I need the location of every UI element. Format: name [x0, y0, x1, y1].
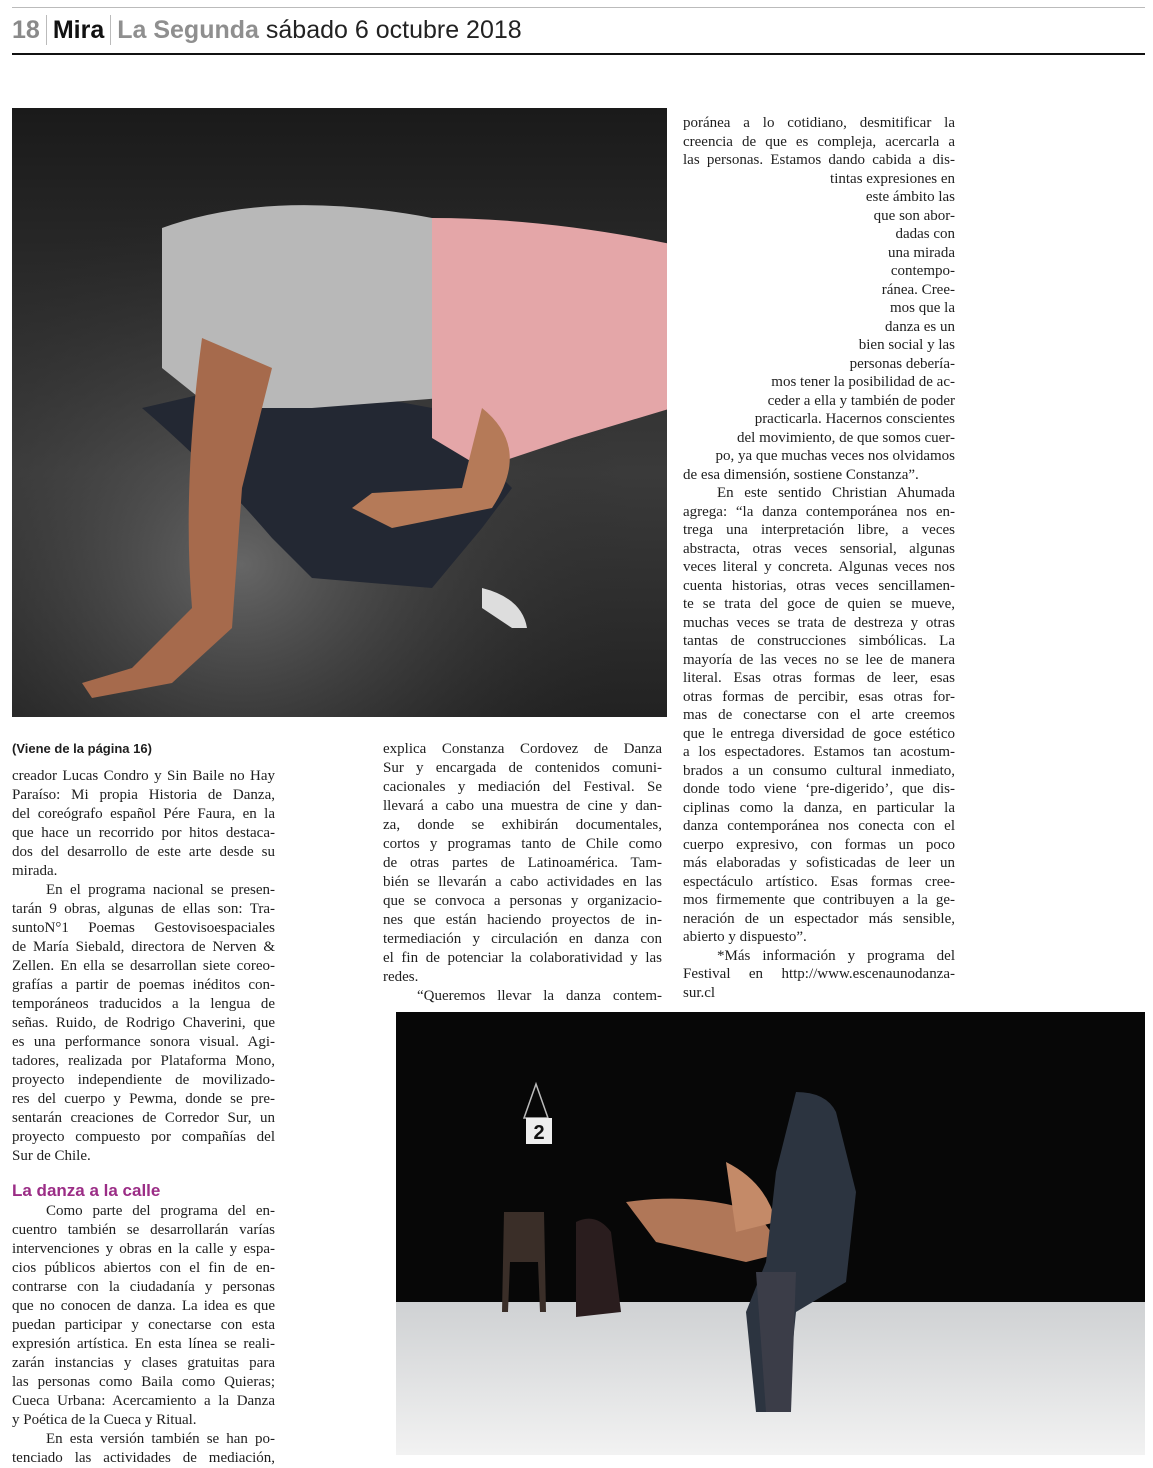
text-line: En el programa nacional se presen-	[46, 882, 275, 898]
text-line: una mirada	[887, 244, 955, 261]
text-line: mos firmemente que contribuyen a la ge-	[683, 892, 955, 908]
text-line: tintas expresiones en	[830, 170, 955, 187]
divider	[46, 15, 47, 45]
text-line: que se convoca a personas y organizacio-	[383, 893, 662, 909]
text-line: las personas. Estamos dando cabida a dis-	[683, 152, 955, 168]
text-line: cios públicos abiertos con el fin de en-	[12, 1260, 275, 1276]
text-line: dadas con	[895, 226, 955, 242]
newspaper-name: La Segunda	[117, 15, 259, 44]
text-line: otras formas de percibir, esas otras for-	[683, 688, 955, 705]
text-line: tantas de construcciones simbólicas. La	[683, 633, 955, 649]
text-line: de María Siebald, directora de Nerven &	[12, 939, 275, 955]
text-line: más elaboradas y sofisticadas de leer un	[683, 855, 955, 871]
text-line: que son abor-	[873, 207, 955, 224]
section-name: Mira	[52, 15, 105, 44]
text-line: del coreógrafo español Pére Faura, en la	[12, 806, 275, 822]
text-line: que le entrega diversidad de goce estético	[683, 725, 955, 742]
text-line: Festival en http://www.escenaunodanza-	[683, 966, 955, 982]
text-line: Sur de Chile.	[12, 1148, 91, 1164]
text-line: a los espectadores. Estamos tan acostum-	[683, 744, 955, 760]
text-line: practicarla. Hacernos conscientes	[754, 411, 955, 427]
header-rule	[12, 53, 1145, 55]
text-line: creador Lucas Condro y Sin Baile no Hay	[12, 768, 275, 784]
text-line: que no conocen de danza. La idea es que	[12, 1298, 275, 1314]
text-line: personas debería-	[849, 355, 955, 372]
text-line: este ámbito las	[865, 189, 955, 205]
text-line: termediación y circulación en danza con	[383, 931, 662, 947]
article-column-1	[12, 767, 275, 1468]
text-line: ceder a ella y también de poder	[767, 392, 955, 409]
text-line: redes.	[383, 969, 419, 985]
text-line: mas de conectarse con el arte creemos	[683, 707, 955, 723]
text-line: literal. Esas otras formas de leer, esas	[683, 670, 955, 686]
text-line: Sur y encargada de contenidos comuni-	[383, 760, 662, 776]
text-line: neración de un espectador más sensible,	[683, 910, 955, 927]
text-line: espectáculo artístico. Esas formas cree-	[683, 873, 955, 890]
stage-number-sign-text: 2	[533, 1122, 545, 1144]
text-line: grafías a partir de poemas inéditos con-	[12, 977, 275, 993]
article-column-2	[383, 740, 662, 1006]
text-line: brados a un consumo cultural inmediato,	[683, 762, 955, 779]
text-line: llevará a cabo una muestra de cine y dan-	[383, 798, 662, 814]
text-line: ránea. Cree-	[881, 281, 955, 298]
dancers-rehearsal-photo	[12, 108, 667, 717]
text-line: temporáneos traducidos a la lengua de	[12, 996, 275, 1012]
text-line: poránea a lo cotidiano, desmitificar la	[683, 115, 955, 131]
text-line: mirada.	[12, 863, 58, 879]
text-line: las personas como Baila como Quieras;	[12, 1374, 275, 1390]
text-line: agrega: “la danza contemporánea nos en-	[683, 503, 955, 520]
text-line: res del cuerpo y Pewma, donde se pre-	[12, 1091, 275, 1107]
text-line: Como parte del programa del en-	[46, 1203, 275, 1219]
text-line: tarán 9 obras, algunas de ellas son: Tra-	[12, 901, 275, 917]
text-line: Cueca Urbana: Acercamiento a la Danza	[12, 1393, 275, 1409]
divider	[110, 15, 111, 45]
text-line: nes que están haciendo proyectos de in-	[383, 912, 662, 928]
text-line: y Poética de la Cueca y Ritual.	[12, 1412, 197, 1428]
text-line: Paraíso: Mi propia Historia de Danza,	[12, 787, 275, 803]
text-line: *Más información y programa del	[717, 947, 955, 964]
issue-date: sábado 6 octubre 2018	[265, 15, 522, 44]
text-line: Zellen. En ella se desarrollan siete coreo-	[12, 958, 275, 974]
text-line: sur.cl	[683, 984, 716, 1001]
text-line: muchas veces se trata de destreza y otras	[683, 614, 955, 631]
text-line: donde todo viene ‘pre-digerido’, que dis-	[683, 781, 955, 797]
text-line: zarán instancias y clases gratuitas para	[12, 1355, 275, 1371]
text-line: sentarán creaciones de Corredor Sur, un	[12, 1110, 275, 1126]
text-line: bien social y las	[858, 337, 955, 353]
text-line: contrarse con la ciudadanía y personas	[12, 1279, 275, 1295]
text-line: te se trata del goce de quien se mueve,	[683, 596, 955, 612]
top-rule	[12, 7, 1145, 8]
text-line: mayoría de las veces no se lee de manera	[683, 651, 955, 668]
text-line: ciplinas como la danza, en particular la	[683, 799, 955, 816]
text-line: po, ya que muchas veces nos olvidamos	[715, 448, 955, 464]
text-line: cacionales y mediación del Festival. Se	[383, 779, 662, 795]
text-line: es una performance sonora visual. Agi-	[12, 1034, 275, 1050]
text-line: contempo-	[890, 263, 955, 279]
text-line: tenciado las actividades de mediación,	[12, 1450, 275, 1466]
text-line: danza es un	[885, 318, 955, 335]
text-line: cuerpo expresivo, con formas un poco	[683, 836, 955, 853]
text-line: dos del desarrollo de este arte desde su	[12, 844, 275, 860]
text-line: de esa dimensión, sostiene Constanza”.	[683, 466, 919, 483]
text-line: intervenciones y obras en la calle y espa-	[12, 1241, 275, 1257]
section-subheading: La danza a la calle	[12, 1181, 161, 1200]
text-line: abierto y dispuesto”.	[683, 929, 807, 945]
text-line: bién se llevarán a cabo actividades en las	[383, 874, 662, 890]
text-line: “Queremos llevar la danza contem-	[417, 988, 662, 1004]
text-line: puedan participar y conectarse con esta	[12, 1317, 275, 1333]
text-line: del movimiento, de que somos cuer-	[737, 429, 955, 446]
text-line: cuentro también se desarrollarán varías	[12, 1222, 275, 1238]
text-line: veces literal y concreta. Algunas veces nos	[683, 559, 955, 575]
text-line: señas. Ruido, de Rodrigo Chaverini, que	[12, 1015, 275, 1031]
text-line: danza contemporánea nos conecta con el	[683, 818, 955, 834]
continued-from-label: (Viene de la página 16)	[12, 741, 152, 756]
masthead	[12, 13, 522, 47]
page-number: 18	[12, 15, 40, 44]
text-line: za, donde se exhibirán documentales,	[383, 817, 662, 833]
text-line: En este sentido Christian Ahumada	[717, 485, 955, 501]
text-line: En esta versión también se han po-	[46, 1431, 275, 1447]
text-line: tadores, realizada por Plataforma Mono,	[12, 1053, 275, 1069]
article-column-3	[683, 114, 955, 1002]
text-line: creencia de que es compleja, acercarla a	[683, 133, 955, 150]
text-line: el fin de potenciar la colaboratividad y las	[383, 950, 662, 966]
text-line: proyecto independiente de movilizado-	[12, 1072, 275, 1088]
text-line: que hace un recorrido por hitos destaca-	[12, 825, 275, 841]
text-line: proyecto compuesto por compañías del	[12, 1129, 275, 1145]
text-line: suntoN°1 Poemas Gestovisoespaciales	[12, 920, 275, 936]
text-line: mos tener la posibilidad de ac-	[771, 374, 955, 390]
text-line: expresión artística. En esta línea se reali-	[12, 1336, 275, 1352]
text-line: mos que la	[890, 300, 955, 316]
text-line: cortos y programas tanto de Chile como	[383, 836, 662, 852]
text-line: trega una interpretación libre, a veces	[683, 522, 955, 538]
text-line: cuenta historias, otras veces sencillamen-	[683, 577, 955, 594]
dancers-stage-photo	[396, 1012, 1145, 1455]
text-line: de otras partes de Latinoamérica. Tam-	[383, 855, 662, 871]
text-line: abstracta, otras veces sensorial, algunas	[683, 540, 955, 557]
text-line: explica Constanza Cordovez de Danza	[383, 741, 662, 757]
